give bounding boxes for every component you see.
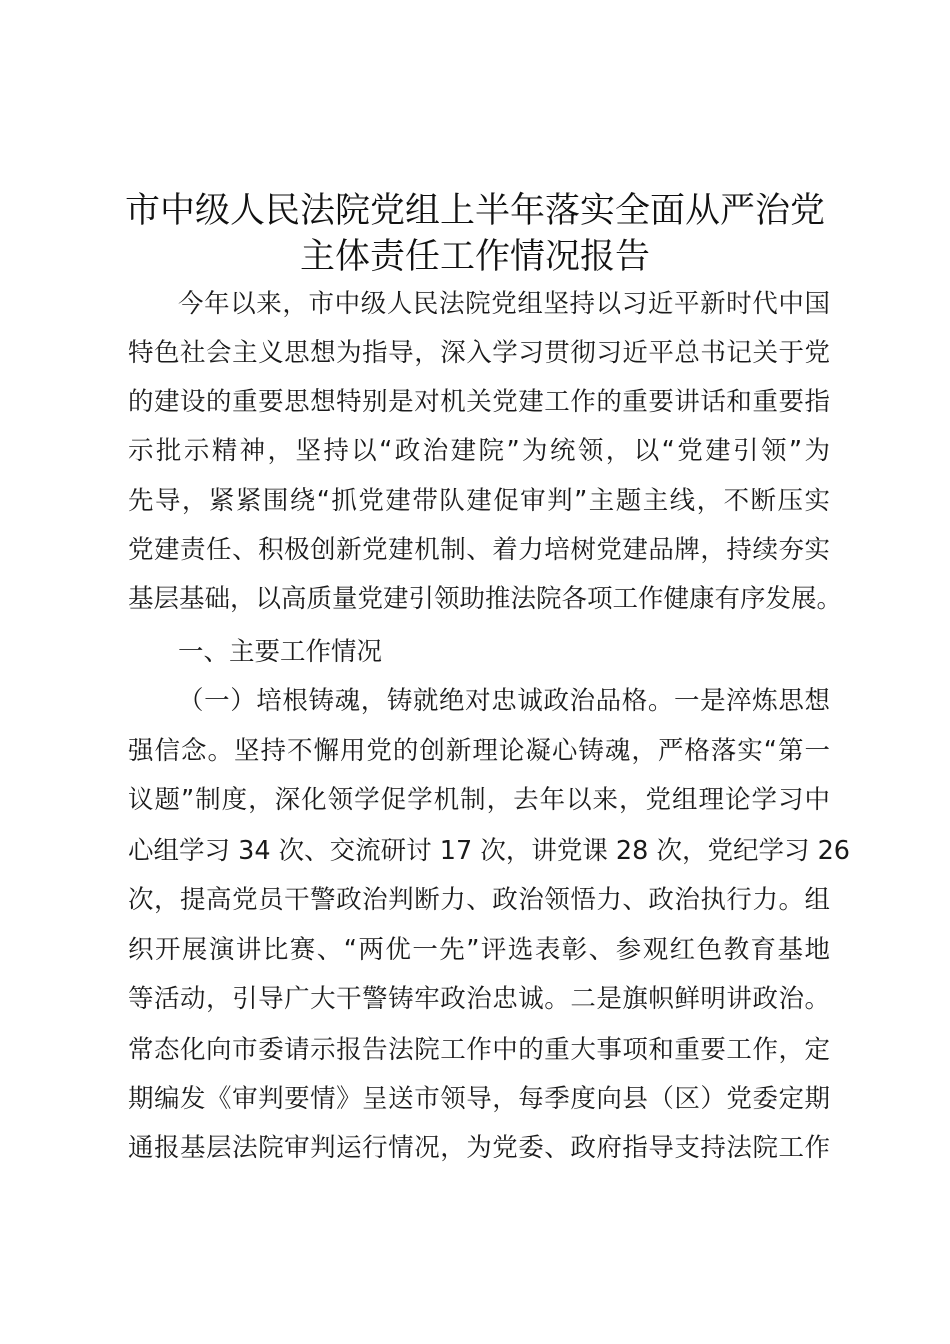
paragraph-line: 基层基础，以高质量党建引领助推法院各项工作健康有序发展。 <box>128 584 843 614</box>
paragraph-line: 次，提高党员干警政治判断力、政治领悟力、政治执行力。组 <box>128 885 830 915</box>
paragraph-line: 先导，紧紧围绕“抓党建带队建促审判”主题主线，不断压实 <box>128 486 830 516</box>
paragraph-line: 等活动，引导广大干警铸牢政治忠诚。二是旗帜鲜明讲政治。 <box>128 984 830 1014</box>
paragraph-line: 强信念。坚持不懈用党的创新理论凝心铸魂，严格落实“第一 <box>128 736 830 766</box>
paragraph-line: 期编发《审判要情》呈送市领导，每季度向县（区）党委定期 <box>128 1084 830 1114</box>
paragraph-line: 示批示精神，坚持以“政治建院”为统领，以“党建引领”为 <box>128 436 830 466</box>
paragraph-line: 的建设的重要思想特别是对机关党建工作的重要讲话和重要指 <box>128 387 830 417</box>
paragraph-line: 织开展演讲比赛、“两优一先”评选表彰、参观红色教育基地 <box>128 935 830 965</box>
paragraph-line: 心组学习 34 次、交流研讨 17 次，讲党课 28 次，党纪学习 26 <box>128 836 851 866</box>
section-heading: 一、主要工作情况 <box>178 637 383 667</box>
paragraph-line: 今年以来，市中级人民法院党组坚持以习近平新时代中国 <box>178 289 830 319</box>
paragraph-line: 议题”制度，深化领学促学机制，去年以来，党组理论学习中 <box>128 785 830 815</box>
document-title-line-1: 市中级人民法院党组上半年落实全面从严治党 <box>124 191 825 231</box>
document-title-line-2: 主体责任工作情况报告 <box>299 237 650 277</box>
paragraph-line: 党建责任、积极创新党建机制、着力培树党建品牌，持续夯实 <box>128 535 830 565</box>
paragraph-line: 常态化向市委请示报告法院工作中的重大事项和重要工作，定 <box>128 1035 830 1065</box>
paragraph-line: 通报基层法院审判运行情况，为党委、政府指导支持法院工作 <box>128 1133 830 1163</box>
paragraph-line: 特色社会主义思想为指导，深入学习贯彻习近平总书记关于党 <box>128 338 830 368</box>
paragraph-line: （一）培根铸魂，铸就绝对忠诚政治品格。一是淬炼思想 <box>178 686 830 716</box>
